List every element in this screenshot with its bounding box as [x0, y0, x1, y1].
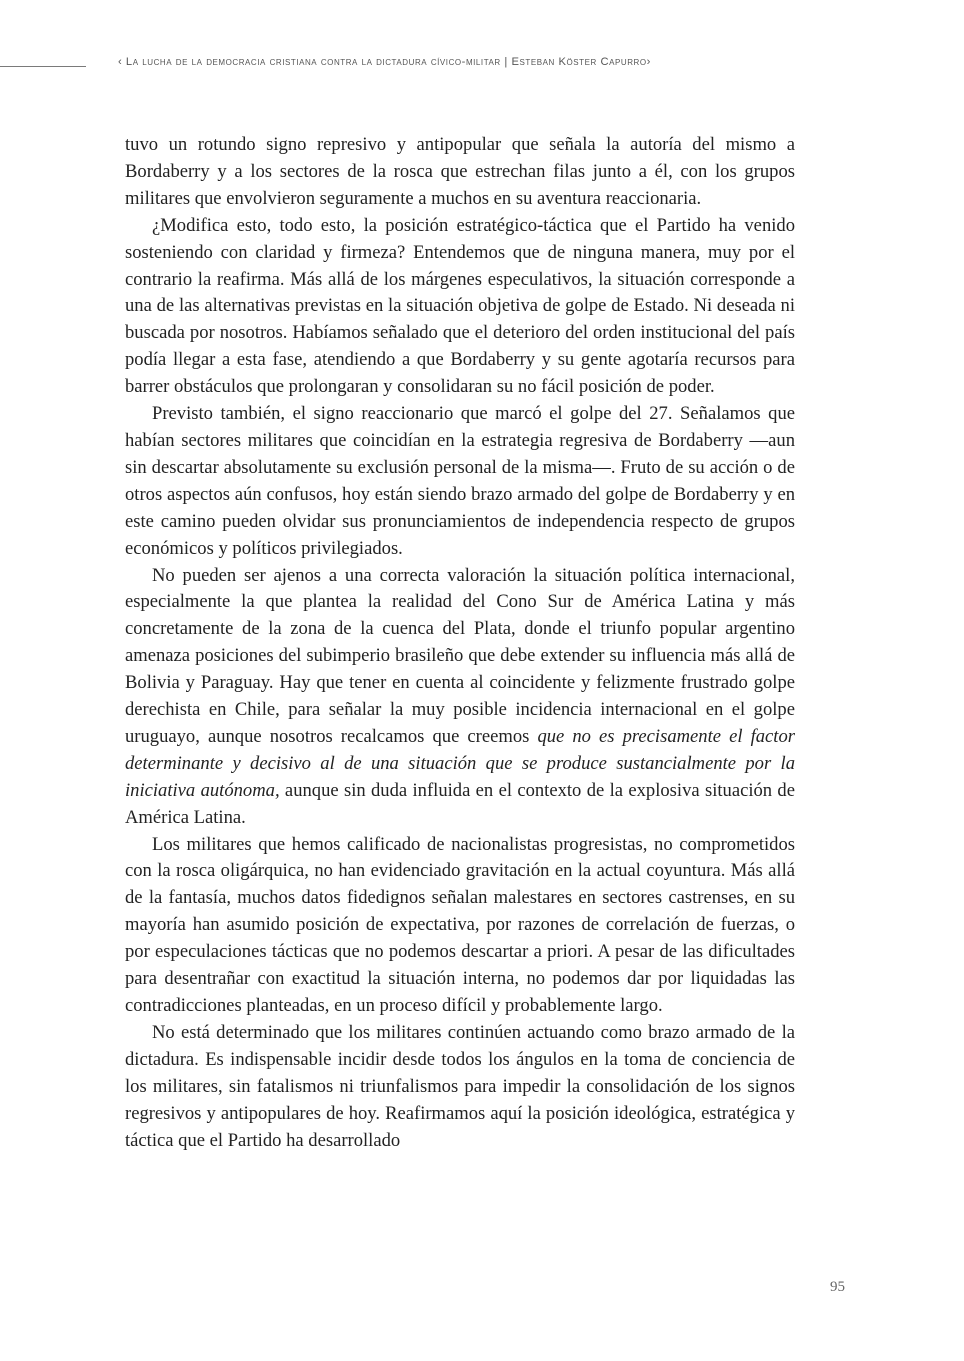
paragraph: Previsto también, el signo reaccionario que marcó el golpe del 27. Señalamos que habían sectores militares que coincidían en la estrategia regresiva de Bordaberry —aun sin descartar absolutamente su exclusión personal de la misma—. Fruto de su acción o de otros aspectos aún confusos, hoy están siendo brazo armado del golpe de Bordaberry y en este camino pueden olvidar sus pronunciamientos de independencia respecto de grupos económicos y políticos privilegiados.: [125, 403, 795, 559]
header-rule: [0, 66, 86, 67]
body-text: [125, 132, 795, 1154]
running-header: ‹ La lucha de la democracia cristiana contra la dictadura cívico-militar | Esteban Köster Capurro›: [118, 56, 651, 68]
paragraph: ¿Modifica esto, todo esto, la posición estratégico-táctica que el Partido ha venido sosteniendo con claridad y firmeza? Entendemos que de ninguna manera, muy por el contrario la reafirma. Más allá de los márgenes especulativos, la situación corresponde a una de las alternativas previstas en la situación objetiva de golpe de Estado. Ni deseada ni buscada por nosotros. Habíamos señalado que el deterioro del orden institucional del país podía llegar a esta fase, atendiendo a que Bordaberry y su gente agotaría recursos para barrer obstáculos que prolongaran y consolidaran su no fácil posición de poder.: [125, 214, 795, 398]
paragraph: [125, 563, 795, 832]
paragraph: No está determinado que los militares continúen actuando como brazo armado de la dictadura. Es indispensable incidir desde todos los ángulos en la toma de conciencia de los militares, sin fatalismos ni triunfalismos para impedir la consolidación de los signos regresivos y antipopulares de hoy. Reafirmamos aquí la posición ideológica, estratégica y táctica que el Partido ha desarrollado: [125, 1021, 795, 1151]
paragraph: Los militares que hemos calificado de nacionalistas progresistas, no comprometidos con la rosca oligárquica, no han evidenciado gravitación en la actual coyuntura. Más allá de la fantasía, muchos datos fidedignos señalan malestares en sectores castrenses, en su mayoría han asumido posición de expectativa, por razones de correlación de fuerzas, o por especulaciones tácticas que no podemos descartar a priori. A pesar de las dificultades para desentrañar con exactitud la situación interna, no podemos dar por liquidadas las contradicciones planteadas, en un proceso difícil y probablemente largo.: [125, 833, 795, 1016]
italic-passage: que no es precisamente el factor determinante y decisivo al de una situación que se produce sustancialmente por la iniciativa autónoma,: [125, 725, 796, 801]
page-number: 95: [830, 1279, 845, 1295]
paragraph-text: No pueden ser ajenos a una correcta valoración la situación política internacional, especialmente la que plantea la realidad del Cono Sur de América Latina y más concretamente de la zona de la cuenca del Plata, donde el triunfo popular argentino amenaza posiciones del subimperio brasileño que debe extender su influencia más allá de Bolivia y Paraguay. Hay que tener en cuenta al coincidente y felizmente frustrado golpe derechista en Chile, para señalar la muy posible incidencia internacional en el golpe uruguayo, aunque nosotros recalcamos que creemos: [125, 564, 795, 747]
paragraph-text: aunque sin duda influida en el contexto de la explosiva situación de América Latina.: [125, 779, 795, 828]
paragraph: tuvo un rotundo signo represivo y antipopular que señala la autoría del mismo a Bordaberry y a los sectores de la rosca que estrechan filas junto a él, con los grupos militares que envolvieron seguramente a muchos en su aventura reaccionaria.: [125, 134, 795, 209]
